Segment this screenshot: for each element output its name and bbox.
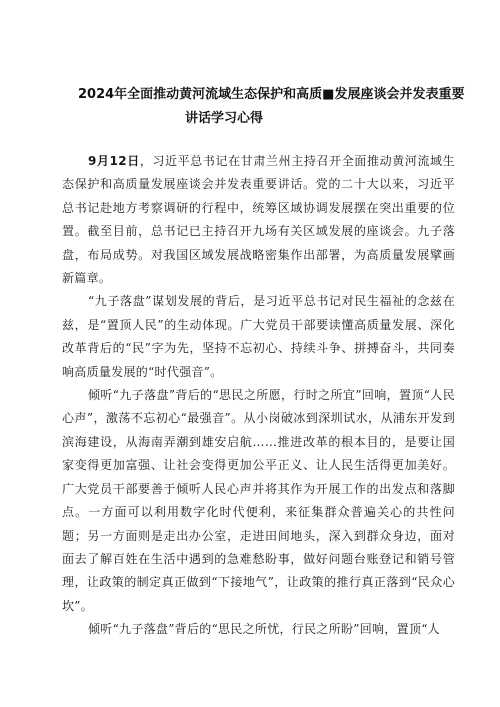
document-body	[62, 150, 455, 642]
title-line-1: 2024年全面推动黄河流域生态保护和高质■发展座谈会并发表重要	[78, 87, 465, 102]
paragraph-1	[62, 150, 455, 290]
paragraph-1-date: 9月12日	[88, 154, 140, 168]
paragraph-2	[62, 290, 455, 384]
paragraph-2-text: “九子落盘”谋划发展的背后，是习近平总书记对民生福祉的念兹在兹，是“置顶人民”的生动体现。广大党员干部要读懂高质量发展、深化改革背后的“民”字为先，坚持不忘初心、持续斗争、拼搏奋斗，共同奏响高质量发展的“时代强音”。	[62, 294, 455, 379]
paragraph-1-text: ，习近平总书记在甘肃兰州主持召开全面推动黄河流域生态保护和高质量发展座谈会并发表重要讲话。党的二十大以来，习近平总书记赴地方考察调研的行程中，统筹区域协调发展摆在突出重要的位置。截至目前，总书记已主持召开九场有关区域发展的座谈会。九子落盘，布局成势。对我国区域发展战略密集作出部署，为高质量发展擘画新篇章。	[62, 154, 455, 286]
paragraph-3	[62, 384, 455, 618]
paragraph-3-text: 倾听“九子落盘”背后的“思民之所愿，行时之所宜”回响，置顶“人民心声”，激荡不忘初心“最强音”。从小岗破冰到深圳试水，从浦东开发到滨海建设，从海南弄潮到雄安启航……推进改革的根本目的，是要让国家变得更加富强、让社会变得更加公平正义、让人民生活得更加美好。广大党员干部要善于倾听人民心声并将其作为开展工作的出发点和落脚点。一方面可以利用数字化时代便利，来征集群众普遍关心的共性问题；另一方面则是走出办公室，走进田间地头，深入到群众身边，面对面去了解百姓在生活中遇到的急难愁盼事，做好问题台账登记和销号管理，让政策的制定真正做到“下接地气”，让政策的推行真正落到“民众心坎”。	[62, 388, 455, 613]
paragraph-4	[62, 618, 455, 641]
document-title	[60, 83, 465, 131]
title-line-2: 讲话学习心得	[185, 111, 264, 126]
paragraph-4-text: 倾听“九子落盘”背后的“思民之所忧，行民之所盼”回响，置顶“人	[88, 622, 440, 637]
